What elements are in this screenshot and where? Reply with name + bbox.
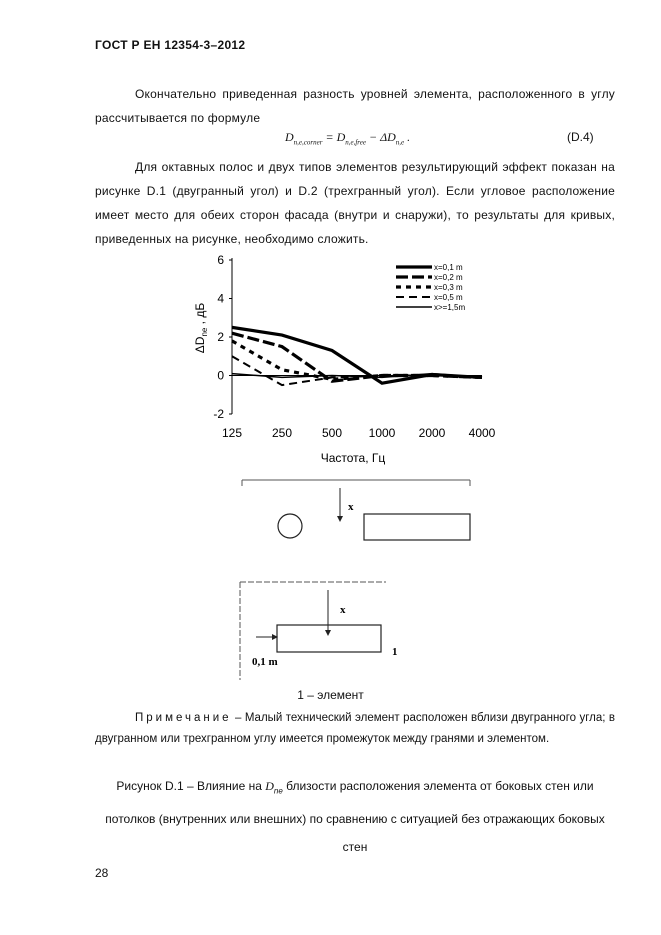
formula-d4: $D_{n,e,corner} = D_{n,e,free} - \Delta D_{n,e}$ . (285, 130, 411, 147)
offset-label: 0,1 m (252, 656, 278, 668)
series-line (232, 341, 482, 380)
line-chart (190, 248, 510, 468)
legend-label: x=0,1 m (434, 263, 463, 272)
distance-label-x: x (340, 604, 346, 616)
x-tick-label: 250 (271, 426, 293, 440)
element-caption: 1 – элемент (297, 688, 364, 702)
distance-label-x: x (348, 501, 354, 513)
y-tick-label: 2 (217, 330, 224, 344)
series-line (232, 356, 482, 385)
paragraph-formula-intro: Окончательно приведенная разность уровней элемента, расположенного в углу рассчитывается по формуле (95, 87, 615, 125)
y-tick-label: -2 (213, 407, 224, 421)
y-axis-label: $\Delta D_{ne}$ , дБ (193, 302, 209, 354)
y-tick-label: 4 (217, 291, 224, 306)
x-tick-label: 2000 (418, 426, 446, 440)
arrow-head-icon (325, 630, 331, 636)
element-rectangle (364, 514, 470, 540)
document-header: ГОСТ Р ЕН 12354-3–2012 (95, 38, 246, 52)
equation-number: (D.4) (567, 130, 594, 144)
y-tick-label: 6 (217, 253, 224, 267)
note-heading: Примечание (135, 712, 232, 724)
x-tick-label: 4000 (468, 426, 496, 440)
x-tick-label: 1000 (368, 426, 396, 440)
element-circle (278, 514, 302, 538)
page-number: 28 (95, 866, 109, 880)
paragraph-octave-bands: Для октавных полос и двух типов элементов результирующий эффект показан на рисунке D.1 (двугранный угол) и D.2 (трехгранный угол). Если угловое расположение имеет место для обеих сторон фасада (внутри и снаружи), то результаты для кривых, приведенных на рисунке, необходимо сложить. (95, 160, 615, 246)
element-rectangle (277, 625, 381, 652)
legend-label: x=0,3 m (434, 283, 463, 292)
note (95, 708, 615, 750)
x-tick-label: 500 (321, 426, 343, 440)
note-text: – Малый технический элемент расположен вблизи двугранного угла; в двугранном или трехгранном углу имеется промежуток между гранями и элементом. (95, 712, 615, 745)
diagram-bottom (236, 576, 416, 686)
x-tick-label: 125 (221, 426, 243, 440)
y-tick-label: 0 (217, 368, 224, 383)
legend-label: x=0,5 m (434, 293, 463, 302)
legend-label: x>=1,5m (434, 303, 466, 312)
diagram-top (240, 478, 475, 548)
x-axis-label: Частота, Гц (320, 451, 386, 465)
legend-label: x=0,2 m (434, 273, 463, 282)
arrow-head-icon (337, 516, 343, 522)
figure-caption: Рисунок D.1 – Влияние на $D_{ne}$ близости расположения элемента от боковых стен или потолков (внутренних или внешних) по сравнению с ситуацией без отражающих боковых стен (105, 779, 605, 855)
element-number-label: 1 (392, 646, 398, 658)
